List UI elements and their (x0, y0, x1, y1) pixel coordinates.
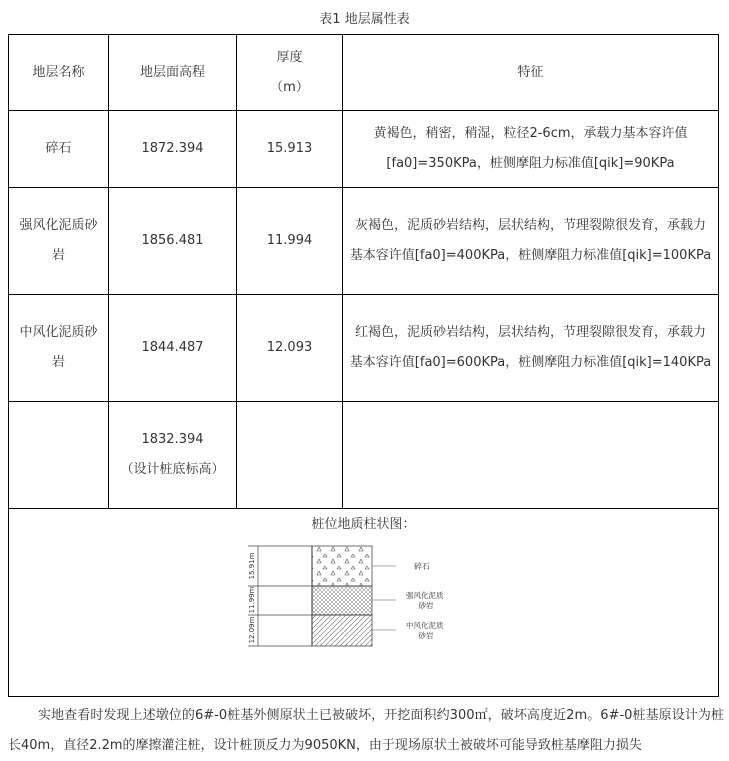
row-thickness: 12.093 (237, 295, 343, 402)
header-name-text: 地层名称 (32, 64, 85, 80)
row-elevation-note: （设计桩底标高） (120, 462, 225, 477)
table-row (9, 188, 719, 295)
depth-label-1: 15.91m (247, 552, 256, 580)
layer-label-3 (406, 620, 446, 640)
header-feature: 特征 (343, 35, 719, 111)
row-thickness: 11.994 (237, 188, 343, 295)
table-header-row (9, 35, 719, 111)
header-name (9, 35, 109, 111)
row-name: 中风化泥质砂岩 (9, 295, 109, 402)
row-thickness (237, 402, 343, 509)
depth-label-3: 12.09m (247, 616, 256, 644)
row-name: 强风化泥质砂岩 (9, 188, 109, 295)
layer-label-2-line1: 强风化泥质 (405, 591, 444, 600)
strata-table (8, 34, 719, 697)
table-row (9, 295, 719, 402)
header-thickness (237, 35, 343, 111)
table-caption: 表1 地层属性表 (319, 12, 410, 27)
row-elevation: 1856.481 (109, 188, 237, 295)
layer-label-2 (406, 590, 446, 610)
body-paragraph: 实地查看时发现上述墩位的6#-0桩基外侧原状土已被破坏，开挖面积约300㎡，破坏高度近2m。6#-0桩基原设计为桩长40m，直径2.2m的摩擦灌注桩，设计桩顶反力为9050KN，由于现场原状土被破坏可能导致桩基摩阻力损失 (8, 708, 724, 753)
column (312, 546, 396, 646)
layer-label-3-line2: 砂岩 (418, 631, 433, 640)
depth-scale (248, 546, 312, 646)
header-thickness-line1: 厚度 (276, 49, 303, 65)
figure-cell (9, 509, 719, 697)
row-feature: 黄褐色，稍密，稍湿，粒径2-6cm，承载力基本容许值[fa0]=350KPa，桩侧摩阻力标准值[qik]=90KPa (343, 111, 719, 188)
layer-label-1: 碎石 (413, 562, 430, 571)
layer-moderately-weathered (312, 615, 372, 646)
row-feature: 灰褐色，泥质砂岩结构，层状结构，节理裂隙很发育，承载力基本容许值[fa0]=400KPa，桩侧摩阻力标准值[qik]=100KPa (343, 188, 719, 295)
row-feature (343, 402, 719, 509)
row-feature: 红褐色，泥质砂岩结构，层状结构，节理裂隙很发育，承载力基本容许值[fa0]=600KPa，桩侧摩阻力标准值[qik]=140KPa (343, 295, 719, 402)
layer-strongly-weathered (312, 586, 372, 615)
layer-label-2-line2: 砂岩 (418, 601, 433, 610)
row-elevation (109, 402, 237, 509)
row-elevation-value: 1832.394 (141, 432, 204, 447)
layer-gravel (312, 546, 372, 586)
header-elevation: 地层面高程 (109, 35, 237, 111)
header-thickness-line2: （m） (270, 79, 309, 95)
table-row (9, 111, 719, 188)
row-elevation: 1872.394 (109, 111, 237, 188)
layer-label-3-line1: 中风化泥质 (405, 621, 444, 630)
depth-label-2: 11.99m (247, 586, 256, 614)
geological-column-diagram (244, 542, 484, 662)
table-row (9, 402, 719, 509)
row-elevation: 1844.487 (109, 295, 237, 402)
figure-row (9, 509, 719, 697)
row-name: 碎石 (9, 111, 109, 188)
row-name (9, 402, 109, 509)
row-thickness: 15.913 (237, 111, 343, 188)
figure-title: 桩位地质柱状图： (311, 517, 416, 532)
